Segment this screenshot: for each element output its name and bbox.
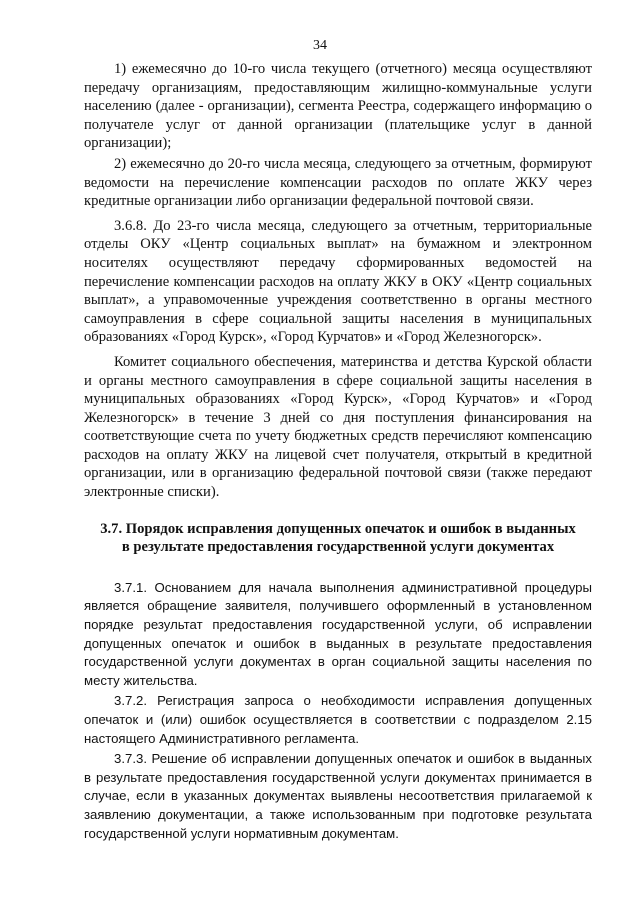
paragraph-committee: Комитет социального обеспечения, материнства и детства Курской области и органы местного самоуправления в сфере социальной защиты населения в муниципальных образованиях «Город Курск», «Город Курчатов» и «Город Железногорск» в течение 3 дней со дня поступления финансирования на соответствующие счета по учету бюджетных средств перечисляют компенсацию расходов на оплату ЖКУ на лицевой счет получателя, открытый в кредитной организации, или в организацию федеральной почтовой связи (также передают электронные списки). (84, 353, 592, 501)
section-heading-3-7 (84, 520, 592, 557)
paragraph-3-7-3: 3.7.3. Решение об исправлении допущенных опечаток и ошибок в выданных в результате предоставления государственной услуги документах принимается в случае, если в указанных документах выявлены несоответствия прилагаемой к заявлению документации, а также использованным при подготовке результата государственной услуги нормативным документам. (84, 751, 592, 841)
section-heading-line-2: в результате предоставления государственной услуги документах (121, 539, 555, 556)
document-body (84, 60, 592, 849)
section-heading-line-1: 3.7. Порядок исправления допущенных опечаток и ошибок в выданных (100, 520, 576, 537)
page-number: 34 (313, 38, 327, 53)
paragraph-monthly-10th: 1) ежемесячно до 10-го числа текущего (отчетного) месяца осуществляют передачу организациям, предоставляющим жилищно-коммунальные услуги населению (далее - организации), сегмента Реестра, содержащего информацию о получателе услуг от данной организации (плательщике услуг в данной организации); (84, 61, 592, 152)
paragraph-3-7-2: 3.7.2. Регистрация запроса о необходимости исправления допущенных опечаток и (или) ошибок осуществляется в соответствии с подразделом 2.15 настоящего Административного регламента. (84, 693, 592, 746)
section-3-7-content (84, 579, 592, 843)
paragraph-monthly-20th: 2) ежемесячно до 20-го числа месяца, следующего за отчетным, формируют ведомости на перечисление компенсации расходов по оплате ЖКУ через кредитные организации либо организации федеральной почтовой связи. (84, 155, 592, 210)
paragraph-3-7-1: 3.7.1. Основанием для начала выполнения административной процедуры является обращение заявителя, получившего оформленный в установленном порядке результат предоставления государственной услуги, об исправлении допущенных опечаток и ошибок в выданных в результате предоставления государственной услуги документах в орган социальной защиты населения по месту жительства. (84, 579, 592, 688)
paragraph-3-6-8: 3.6.8. До 23-го числа месяца, следующего за отчетным, территориальные отделы ОКУ «Центр социальных выплат» на бумажном и электронном носителях осуществляют передачу сформированных ведомостей на перечисление компенсации расходов на оплату ЖКУ в ОКУ «Центр социальных выплат», а управомоченные учреждения соответственно в органы местного самоуправления в сфере социальной защиты населения в муниципальных образованиях «Город Курск», «Город Курчатов» и «Город Железногорск». (84, 217, 592, 346)
